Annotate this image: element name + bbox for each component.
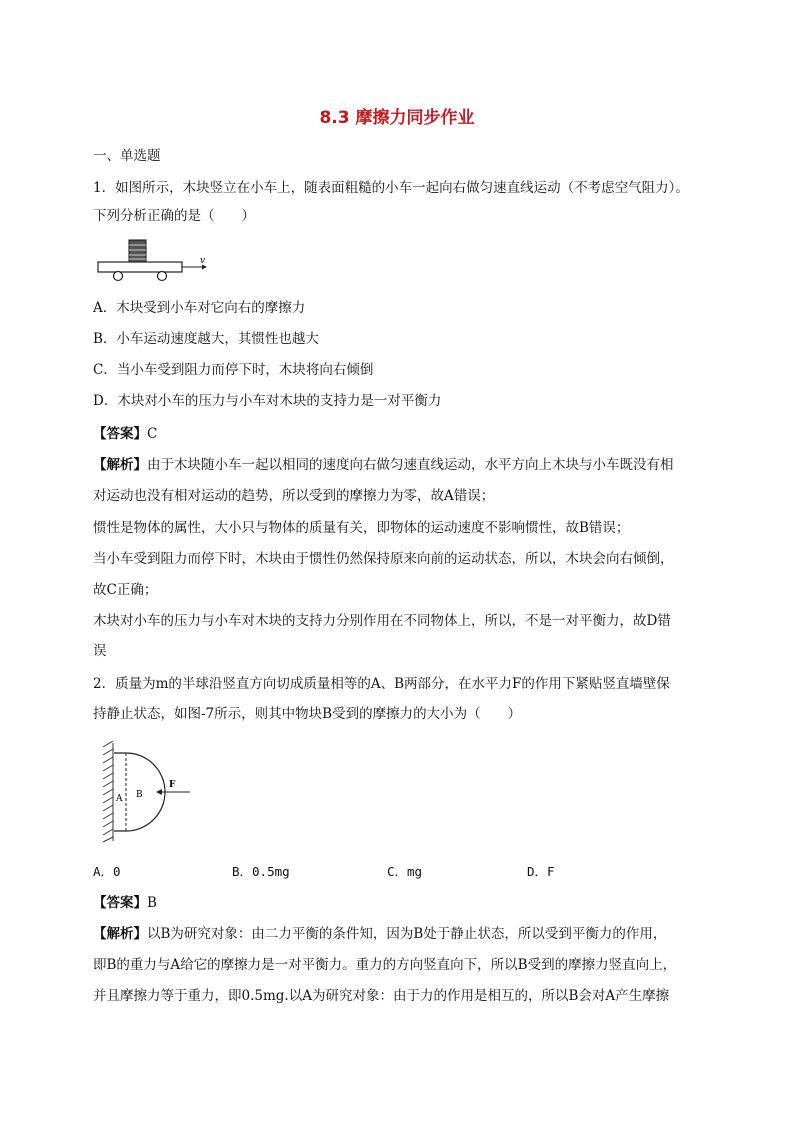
q1-option-c: C．当小车受到阻力而停下时，木块将向右倾倒 [93, 362, 374, 378]
q2-stem-line1: 2．质量为m的半球沿竖直方向切成质量相等的A、B两部分，在水平力F的作用下紧贴竖直墙壁保 [93, 676, 670, 692]
q1-option-b: B．小车运动速度越大，其惯性也越大 [93, 331, 319, 347]
answer-label: 【答案】 [93, 895, 147, 911]
wood-block [129, 240, 146, 262]
velocity-label: v [200, 256, 206, 266]
q2-option-b: B．0.5mg [232, 864, 290, 879]
q1-analysis-line7: 误 [93, 643, 107, 659]
q2-answer [93, 893, 157, 913]
q2-analysis-line2: 即B的重力与A给它的摩擦力是一对平衡力。重力的方向竖直向下，所以B受到的摩擦力竖直向上， [93, 957, 677, 973]
analysis-label: 【解析】 [93, 926, 147, 942]
q1-analysis-line6: 木块对小车的压力与小车对木块的支持力分别作用在不同物体上，所以，不是一对平衡力，故D错 [93, 613, 671, 629]
force-arrow-head [156, 789, 162, 795]
q1-analysis-line2: 对运动也没有相对运动的趋势，所以受到的摩擦力为零，故A错误； [93, 488, 495, 504]
answer-label: 【答案】 [93, 426, 147, 442]
label-b: B [136, 790, 143, 800]
page-title: 8.3 摩擦力同步作业 [319, 108, 475, 128]
q1-option-d: D．木块对小车的压力与小车对木块的支持力是一对平衡力 [93, 393, 442, 409]
cart-body [98, 262, 182, 272]
q1-cart-figure [96, 238, 214, 284]
q1-analysis-line3: 惯性是物体的属性，大小只与物体的质量有关，即物体的运动速度不影响惯性，故B错误； [93, 520, 630, 536]
answer-value: B [147, 895, 157, 911]
q2-analysis-line1: 【解析】以B为研究对象：由二力平衡的条件知，因为B处于静止状态，所以受到平衡力的作用， [93, 926, 667, 942]
section-heading: 一、单选题 [93, 148, 161, 164]
q1-stem-line2: 下列分析正确的是（ ） [93, 208, 255, 224]
wall-hatching [103, 741, 113, 842]
q1-analysis-line1: 【解析】由于木块随小车一起以相同的速度向右做匀速直线运动，水平方向上木块与小车既没有相 [93, 457, 674, 473]
q1-option-a: A．木块受到小车对它向右的摩擦力 [93, 300, 306, 316]
q1-stem-line1: 1．如图所示，木块竖立在小车上，随表面粗糙的小车一起向右做匀速直线运动（不考虑空气阻力）。 [93, 180, 689, 196]
q1-analysis-line4: 当小车受到阻力而停下时，木块由于惯性仍然保持原来向前的运动状态，所以，木块会向右倾倒， [93, 551, 674, 567]
q2-analysis-line3: 并且摩擦力等于重力，即0.5mg.以A为研究对象：由于力的作用是相互的，所以B会对A产生摩擦 [93, 988, 670, 1004]
q2-hemisphere-figure [100, 741, 196, 843]
q2-stem-line2: 持静止状态，如图-7所示，则其中物块B受到的摩擦力的大小为（ ） [93, 706, 522, 722]
cart-wheel-right [158, 272, 167, 281]
answer-value: C [147, 426, 158, 442]
q2-option-a: A．0 [93, 864, 121, 879]
cart-wheel-left [114, 272, 123, 281]
q1-analysis-line5: 故C正确； [93, 582, 158, 598]
analysis-label: 【解析】 [93, 457, 147, 473]
q2-option-c: C．mg [387, 864, 423, 879]
q1-answer [93, 424, 157, 444]
q2-option-d: D．F [527, 864, 555, 879]
label-a: A [116, 794, 123, 804]
label-f: F [169, 780, 176, 790]
